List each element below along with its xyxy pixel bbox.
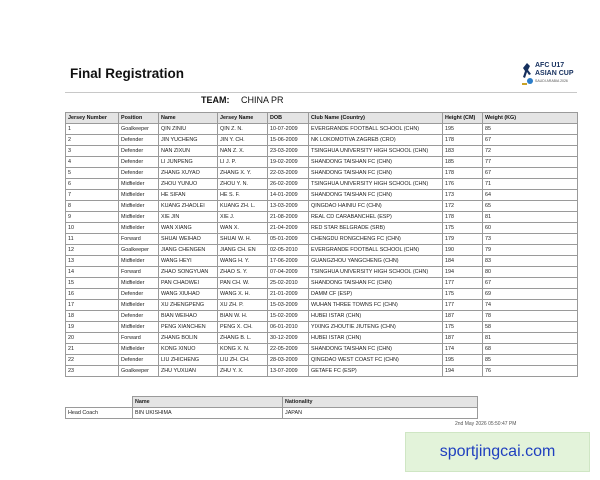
cell-position: Forward: [119, 234, 159, 245]
cell-weight: 60: [483, 223, 578, 234]
cell-jersey-name: JIANG CH. EN: [218, 245, 268, 256]
cell-jersey-name: BIAN W. H.: [218, 311, 268, 322]
cell-jersey-name: SHUAI W. H.: [218, 234, 268, 245]
cell-jersey-number: 18: [66, 311, 119, 322]
table-row: [66, 366, 578, 377]
cell-jersey-name: XIE J.: [218, 212, 268, 223]
cell-jersey-number: 20: [66, 333, 119, 344]
cell-dob: 15-02-2009: [268, 311, 309, 322]
cell-club: SHANDONG TAISHAN FC (CHN): [309, 344, 443, 355]
cell-jersey-name: PAN CH. W.: [218, 278, 268, 289]
cell-name: XU ZHENGPENG: [159, 300, 218, 311]
roster-table: [65, 112, 578, 377]
cell-jersey-name: WANG X. H.: [218, 289, 268, 300]
staff-table: [65, 396, 478, 419]
cell-jersey-name: XU ZH. P.: [218, 300, 268, 311]
cell-weight: 83: [483, 256, 578, 267]
cell-weight: 65: [483, 201, 578, 212]
cell-name: ZHAO SONGYUAN: [159, 267, 218, 278]
cell-dob: 30-12-2009: [268, 333, 309, 344]
header-jersey-number: Jersey Number: [66, 113, 119, 124]
cell-position: Defender: [119, 355, 159, 366]
cell-weight: 80: [483, 267, 578, 278]
cell-jersey-name: ZHU Y. X.: [218, 366, 268, 377]
cell-weight: 85: [483, 124, 578, 135]
cell-club: GUANGZHOU YANGCHENG (CHN): [309, 256, 443, 267]
cell-name: WANG XIUHAO: [159, 289, 218, 300]
cell-jersey-number: 19: [66, 322, 119, 333]
cell-name: WANG HEYI: [159, 256, 218, 267]
cell-club: REAL CD CARABANCHEL (ESP): [309, 212, 443, 223]
team-name: CHINA PR: [241, 95, 284, 105]
staff-header-nationality: Nationality: [283, 397, 478, 408]
cell-jersey-name: PENG X. CH.: [218, 322, 268, 333]
cell-height: 177: [443, 300, 483, 311]
table-row: [66, 179, 578, 190]
cell-height: 174: [443, 344, 483, 355]
cell-name: ZHANG XUYAO: [159, 168, 218, 179]
cell-weight: 76: [483, 366, 578, 377]
cell-height: 190: [443, 245, 483, 256]
cell-position: Goalkeeper: [119, 366, 159, 377]
cell-position: Defender: [119, 311, 159, 322]
staff-name: BIN UKISHIMA: [133, 408, 283, 419]
cell-club: DAMM CF (ESP): [309, 289, 443, 300]
cell-position: Midfielder: [119, 223, 159, 234]
cell-dob: 22-03-2009: [268, 168, 309, 179]
cell-height: 175: [443, 289, 483, 300]
cell-club: TSINGHUA UNIVERSITY HIGH SCHOOL (CHN): [309, 267, 443, 278]
page-title: Final Registration: [70, 66, 185, 81]
cell-name: NAN ZIXUN: [159, 146, 218, 157]
registration-sheet: [55, 30, 575, 470]
cell-club: QINGDAO WEST COAST FC (CHN): [309, 355, 443, 366]
cell-club: WUHAN THREE TOWNS FC (CHN): [309, 300, 443, 311]
cell-club: SHANDONG TAISHAN FC (CHN): [309, 168, 443, 179]
cell-name: KONG XINUO: [159, 344, 218, 355]
cell-height: 178: [443, 135, 483, 146]
cell-name: LIU ZHICHENG: [159, 355, 218, 366]
cell-jersey-name: KONG X. N.: [218, 344, 268, 355]
cell-dob: 17-06-2009: [268, 256, 309, 267]
cell-height: 184: [443, 256, 483, 267]
cell-height: 187: [443, 311, 483, 322]
table-row: [66, 201, 578, 212]
cell-height: 195: [443, 355, 483, 366]
cell-jersey-number: 8: [66, 201, 119, 212]
team-label: TEAM:: [201, 95, 230, 105]
cell-name: JIN YUCHENG: [159, 135, 218, 146]
cell-name: XIE JIN: [159, 212, 218, 223]
cell-club: SHANDONG TAISHAN FC (CHN): [309, 278, 443, 289]
cell-jersey-number: 1: [66, 124, 119, 135]
cell-position: Midfielder: [119, 278, 159, 289]
cell-dob: 21-04-2009: [268, 223, 309, 234]
cell-position: Midfielder: [119, 344, 159, 355]
cell-name: HE SIFAN: [159, 190, 218, 201]
cell-club: EVERGRANDE FOOTBALL SCHOOL (CHN): [309, 124, 443, 135]
cell-jersey-name: ZHANG B. L.: [218, 333, 268, 344]
header-jersey-name: Jersey Name: [218, 113, 268, 124]
cell-club: YIXING ZHOUTIE JIUTENG (CHN): [309, 322, 443, 333]
table-row: [66, 245, 578, 256]
table-row: [66, 311, 578, 322]
cell-jersey-name: LI J. P.: [218, 157, 268, 168]
cell-weight: 69: [483, 289, 578, 300]
logo-line-2: ASIAN CUP: [535, 70, 574, 77]
cell-jersey-number: 5: [66, 168, 119, 179]
trophy-player-icon: [521, 62, 533, 86]
cell-jersey-name: KUANG ZH. L.: [218, 201, 268, 212]
cell-position: Defender: [119, 289, 159, 300]
cell-position: Goalkeeper: [119, 245, 159, 256]
cell-jersey-number: 4: [66, 157, 119, 168]
cell-weight: 74: [483, 300, 578, 311]
table-row: [66, 333, 578, 344]
table-row: [66, 146, 578, 157]
cell-jersey-number: 22: [66, 355, 119, 366]
cell-jersey-number: 21: [66, 344, 119, 355]
cell-height: 195: [443, 124, 483, 135]
cell-position: Goalkeeper: [119, 124, 159, 135]
cell-weight: 78: [483, 311, 578, 322]
cell-jersey-number: 11: [66, 234, 119, 245]
cell-weight: 68: [483, 344, 578, 355]
cell-jersey-name: ZHAO S. Y.: [218, 267, 268, 278]
cell-weight: 79: [483, 245, 578, 256]
cell-jersey-name: WAN X.: [218, 223, 268, 234]
cell-position: Midfielder: [119, 201, 159, 212]
header-height: Height (CM): [443, 113, 483, 124]
header-club: Club Name (Country): [309, 113, 443, 124]
cell-weight: 81: [483, 333, 578, 344]
cell-jersey-name: LIU ZH. CH.: [218, 355, 268, 366]
cell-dob: 13-07-2009: [268, 366, 309, 377]
cell-weight: 72: [483, 146, 578, 157]
cell-name: PAN CHAOWEI: [159, 278, 218, 289]
cell-jersey-number: 16: [66, 289, 119, 300]
cell-height: 178: [443, 168, 483, 179]
cell-jersey-number: 13: [66, 256, 119, 267]
cell-dob: 07-04-2009: [268, 267, 309, 278]
cell-club: SHANDONG TAISHAN FC (CHN): [309, 157, 443, 168]
cell-dob: 28-03-2009: [268, 355, 309, 366]
cell-dob: 21-08-2009: [268, 212, 309, 223]
table-row: [66, 355, 578, 366]
cell-club: EVERGRANDE FOOTBALL SCHOOL (CHN): [309, 245, 443, 256]
cell-dob: 06-01-2010: [268, 322, 309, 333]
cell-height: 194: [443, 366, 483, 377]
table-row: [66, 190, 578, 201]
cell-height: 187: [443, 333, 483, 344]
cell-dob: 02-05-2010: [268, 245, 309, 256]
cell-position: Midfielder: [119, 300, 159, 311]
cell-weight: 64: [483, 190, 578, 201]
table-row: [66, 300, 578, 311]
header-dob: DOB: [268, 113, 309, 124]
cell-jersey-number: 14: [66, 267, 119, 278]
staff-nationality: JAPAN: [283, 408, 478, 419]
staff-row: [66, 408, 478, 419]
cell-height: 185: [443, 157, 483, 168]
cell-position: Midfielder: [119, 322, 159, 333]
cell-position: Defender: [119, 135, 159, 146]
cell-jersey-number: 10: [66, 223, 119, 234]
cell-jersey-name: NAN Z. X.: [218, 146, 268, 157]
table-row: [66, 157, 578, 168]
table-row: [66, 267, 578, 278]
cell-weight: 67: [483, 168, 578, 179]
cell-weight: 67: [483, 135, 578, 146]
cell-weight: 77: [483, 157, 578, 168]
table-row: [66, 278, 578, 289]
table-row: [66, 322, 578, 333]
cell-position: Forward: [119, 267, 159, 278]
cell-dob: 15-06-2009: [268, 135, 309, 146]
cell-position: Defender: [119, 157, 159, 168]
cell-position: Midfielder: [119, 179, 159, 190]
cell-name: ZHANG BOLIN: [159, 333, 218, 344]
cell-club: TSINGHUA UNIVERSITY HIGH SCHOOL (CHN): [309, 146, 443, 157]
cell-name: PENG XIANCHEN: [159, 322, 218, 333]
table-row: [66, 124, 578, 135]
header-weight: Weight (KG): [483, 113, 578, 124]
cell-club: QINGDAO HAINIU FC (CHN): [309, 201, 443, 212]
cell-jersey-name: ZHOU Y. N.: [218, 179, 268, 190]
cell-position: Defender: [119, 146, 159, 157]
cell-dob: 10-07-2009: [268, 124, 309, 135]
cell-weight: 73: [483, 234, 578, 245]
roster-header-row: [66, 113, 578, 124]
cell-dob: 19-02-2009: [268, 157, 309, 168]
cell-weight: 71: [483, 179, 578, 190]
cell-jersey-name: WANG H. Y.: [218, 256, 268, 267]
cell-position: Defender: [119, 168, 159, 179]
cell-name: QIN ZINIU: [159, 124, 218, 135]
cell-jersey-number: 23: [66, 366, 119, 377]
header-divider: [65, 92, 577, 93]
print-timestamp: 2nd May 2026 05:50:47 PM: [455, 421, 517, 427]
cell-height: 179: [443, 234, 483, 245]
cell-jersey-number: 7: [66, 190, 119, 201]
cell-club: RED STAR BELGRADE (SRB): [309, 223, 443, 234]
cell-name: SHUAI WEIHAO: [159, 234, 218, 245]
logo-line-1: AFC U17: [535, 62, 565, 69]
cell-height: 178: [443, 212, 483, 223]
cell-jersey-number: 17: [66, 300, 119, 311]
cell-weight: 58: [483, 322, 578, 333]
cell-position: Midfielder: [119, 190, 159, 201]
cell-jersey-number: 9: [66, 212, 119, 223]
cell-dob: 21-01-2009: [268, 289, 309, 300]
cell-height: 173: [443, 190, 483, 201]
cell-height: 176: [443, 179, 483, 190]
cell-name: ZHOU YUNUO: [159, 179, 218, 190]
cell-weight: 67: [483, 278, 578, 289]
table-row: [66, 289, 578, 300]
cell-position: Midfielder: [119, 256, 159, 267]
cell-dob: 23-03-2009: [268, 146, 309, 157]
cell-height: 175: [443, 223, 483, 234]
cell-club: SHANDONG TAISHAN FC (CHN): [309, 190, 443, 201]
staff-role: Head Coach: [66, 408, 133, 419]
table-row: [66, 223, 578, 234]
cell-jersey-name: ZHANG X. Y.: [218, 168, 268, 179]
cell-weight: 85: [483, 355, 578, 366]
logo-line-3: SAUDI ARABIA 2026: [535, 79, 568, 83]
cell-name: KUANG ZHAOLEI: [159, 201, 218, 212]
table-row: [66, 234, 578, 245]
table-row: [66, 212, 578, 223]
cell-dob: 05-01-2009: [268, 234, 309, 245]
table-row: [66, 256, 578, 267]
staff-header-role: [66, 397, 133, 408]
cell-jersey-number: 12: [66, 245, 119, 256]
cell-jersey-number: 15: [66, 278, 119, 289]
cell-dob: 15-03-2009: [268, 300, 309, 311]
cell-weight: 81: [483, 212, 578, 223]
header-name: Name: [159, 113, 218, 124]
cell-position: Forward: [119, 333, 159, 344]
cell-name: LI JUNPENG: [159, 157, 218, 168]
cell-height: 175: [443, 322, 483, 333]
cell-dob: 22-05-2009: [268, 344, 309, 355]
cell-name: ZHU YUXUAN: [159, 366, 218, 377]
cell-dob: 25-02-2010: [268, 278, 309, 289]
staff-header-name: Name: [133, 397, 283, 408]
cell-name: JIANG CHENGEN: [159, 245, 218, 256]
afc-u17-asian-cup-logo: [521, 60, 577, 90]
cell-name: WAN XIANG: [159, 223, 218, 234]
table-row: [66, 135, 578, 146]
cell-jersey-name: JIN Y. CH.: [218, 135, 268, 146]
cell-height: 177: [443, 278, 483, 289]
cell-jersey-number: 2: [66, 135, 119, 146]
cell-club: TSINGHUA UNIVERSITY HIGH SCHOOL (CHN): [309, 179, 443, 190]
staff-header-row: [66, 397, 478, 408]
header-position: Position: [119, 113, 159, 124]
cell-dob: 14-01-2009: [268, 190, 309, 201]
cell-position: Midfielder: [119, 212, 159, 223]
cell-jersey-number: 6: [66, 179, 119, 190]
cell-height: 172: [443, 201, 483, 212]
cell-club: HUBEI ISTAR (CHN): [309, 311, 443, 322]
cell-dob: 26-02-2009: [268, 179, 309, 190]
watermark-banner: sportjingcai.com: [405, 432, 590, 472]
cell-club: CHENGDU RONGCHENG FC (CHN): [309, 234, 443, 245]
table-row: [66, 344, 578, 355]
cell-name: BIAN WEIHAO: [159, 311, 218, 322]
cell-club: NK LOKOMOTIVA ZAGREB (CRO): [309, 135, 443, 146]
cell-club: GETAFE FC (ESP): [309, 366, 443, 377]
cell-jersey-name: HE S. F.: [218, 190, 268, 201]
cell-jersey-number: 3: [66, 146, 119, 157]
cell-jersey-name: QIN Z. N.: [218, 124, 268, 135]
cell-height: 183: [443, 146, 483, 157]
table-row: [66, 168, 578, 179]
cell-dob: 13-03-2009: [268, 201, 309, 212]
cell-club: HUBEI ISTAR (CHN): [309, 333, 443, 344]
cell-height: 194: [443, 267, 483, 278]
